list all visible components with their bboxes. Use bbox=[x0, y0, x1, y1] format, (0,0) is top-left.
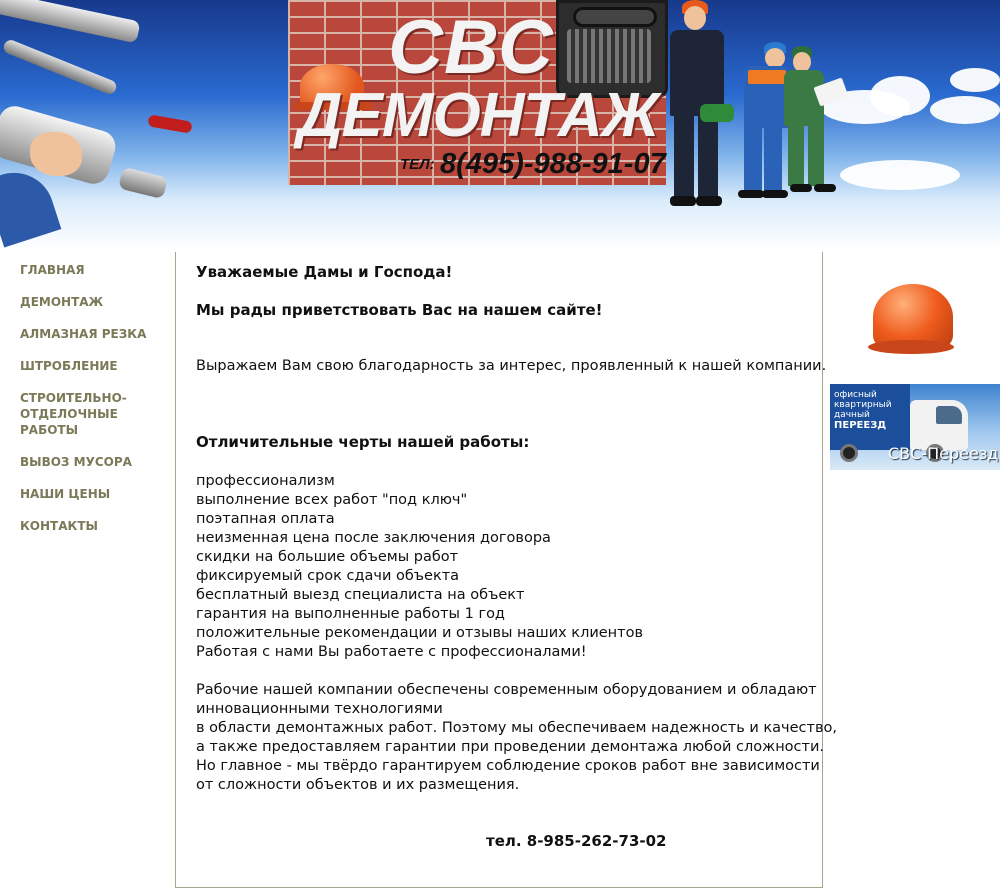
logo-text-svs: СВС bbox=[388, 5, 554, 90]
worker-head bbox=[765, 48, 785, 68]
features-heading: Отличительные черты нашей работы: bbox=[196, 433, 530, 451]
truck-cargo-box bbox=[830, 384, 910, 450]
moving-truck-banner[interactable] bbox=[830, 384, 1000, 470]
paragraph-line: в области демонтажных работ. Поэтому мы обеспечиваем надежность и качество, bbox=[196, 720, 837, 736]
about-paragraph bbox=[196, 681, 837, 795]
worker-leg bbox=[808, 124, 824, 186]
list-item: неизменная цена после заключения договора bbox=[196, 530, 551, 546]
toolcase-tools bbox=[567, 29, 651, 83]
welcome-heading: Мы рады приветствовать Вас на нашем сайте! bbox=[196, 301, 603, 319]
paragraph-line: Но главное - мы твёрдо гарантируем соблюдение сроков работ вне зависимости bbox=[196, 758, 820, 774]
paragraph-line: инновационными технологиями bbox=[196, 701, 443, 717]
truck-line: квартирный bbox=[834, 400, 892, 410]
hardhat-brim bbox=[868, 340, 954, 354]
worker-leg bbox=[674, 114, 694, 200]
thanks-text: Выражаем Вам свою благодарность за интерес, проявленный к нашей компании. bbox=[196, 358, 827, 374]
hand-image bbox=[30, 132, 82, 176]
worker-head bbox=[684, 6, 706, 30]
worker-boot bbox=[738, 190, 764, 198]
worker-boot bbox=[670, 196, 696, 206]
worker-leg bbox=[788, 124, 804, 186]
features-list bbox=[196, 472, 643, 662]
logo-phone-label: ТЕЛ: bbox=[400, 156, 435, 173]
contact-phone: тел. 8-985-262-73-02 bbox=[486, 832, 667, 850]
cloud-shape bbox=[950, 68, 1000, 92]
nav-item-chasing[interactable]: ШТРОБЛЕНИЕ bbox=[20, 359, 118, 373]
header-banner bbox=[0, 0, 1000, 250]
nav-item-diamond-cutting[interactable]: АЛМАЗНАЯ РЕЗКА bbox=[20, 327, 147, 341]
list-item: профессионализм bbox=[196, 473, 335, 489]
worker-vest bbox=[748, 70, 786, 84]
worker-boot bbox=[814, 184, 836, 192]
cloud-shape bbox=[930, 96, 1000, 124]
truck-line: дачный bbox=[834, 410, 870, 420]
nav-item-construction-finishing[interactable]: СТРОИТЕЛЬНО-ОТДЕЛОЧНЫЕ РАБОТЫ bbox=[20, 391, 127, 437]
chisel-tool-image bbox=[2, 38, 119, 96]
logo-text-demontazh: ДЕМОНТАЖ bbox=[297, 81, 659, 150]
list-item: скидки на большие объемы работ bbox=[196, 549, 459, 565]
main-nav bbox=[20, 262, 175, 550]
nav-item-contacts[interactable]: КОНТАКТЫ bbox=[20, 519, 98, 533]
logo-phone-number: 8(495)-988-91-07 bbox=[440, 148, 666, 180]
paragraph-line: а также предоставляем гарантии при проведении демонтажа любой сложности. bbox=[196, 739, 825, 755]
truck-line: офисный bbox=[834, 390, 877, 400]
worker-boot bbox=[790, 184, 812, 192]
drill-bit-tool-image bbox=[0, 0, 141, 43]
screwdriver-handle-image bbox=[147, 114, 192, 133]
hammer-head-image bbox=[118, 167, 168, 199]
list-item: бесплатный выезд специалиста на объект bbox=[196, 587, 525, 603]
list-item: Работая с нами Вы работаете с профессионалами! bbox=[196, 644, 587, 660]
worker-leg bbox=[698, 114, 718, 200]
nav-item-prices[interactable]: НАШИ ЦЕНЫ bbox=[20, 487, 111, 501]
nav-item-demolition[interactable]: ДЕМОНТАЖ bbox=[20, 295, 104, 309]
worker-leg bbox=[764, 126, 782, 194]
truck-banner-label: СВС-Переезд bbox=[888, 444, 999, 463]
list-item: гарантия на выполненные работы 1 год bbox=[196, 606, 505, 622]
cloud-shape bbox=[840, 160, 960, 190]
nav-item-waste-removal[interactable]: ВЫВОЗ МУСОРА bbox=[20, 455, 132, 469]
drill-icon bbox=[700, 104, 734, 122]
truck-window bbox=[936, 406, 962, 424]
paragraph-line: Рабочие нашей компании обеспечены современным оборудованием и обладают bbox=[196, 682, 817, 698]
truck-wheel-icon bbox=[840, 444, 858, 462]
list-item: фиксируемый срок сдачи объекта bbox=[196, 568, 460, 584]
worker-boot bbox=[696, 196, 722, 206]
worker-head bbox=[793, 52, 811, 72]
worker-leg bbox=[744, 126, 762, 194]
truck-cargo-text bbox=[834, 390, 892, 431]
list-item: выполнение всех работ "под ключ" bbox=[196, 492, 468, 508]
list-item: поэтапная оплата bbox=[196, 511, 335, 527]
nav-item-home[interactable]: ГЛАВНАЯ bbox=[20, 263, 85, 277]
main-content bbox=[175, 252, 837, 888]
paragraph-line: от сложности объектов и их размещения. bbox=[196, 777, 520, 793]
list-item: положительные рекомендации и отзывы наших клиентов bbox=[196, 625, 644, 641]
toolcase-handle bbox=[573, 7, 657, 27]
truck-line-strong: ПЕРЕЕЗД bbox=[834, 420, 887, 431]
cloud-shape bbox=[870, 76, 930, 116]
worker-boot bbox=[762, 190, 788, 198]
greeting-heading: Уважаемые Дамы и Господа! bbox=[196, 263, 453, 281]
